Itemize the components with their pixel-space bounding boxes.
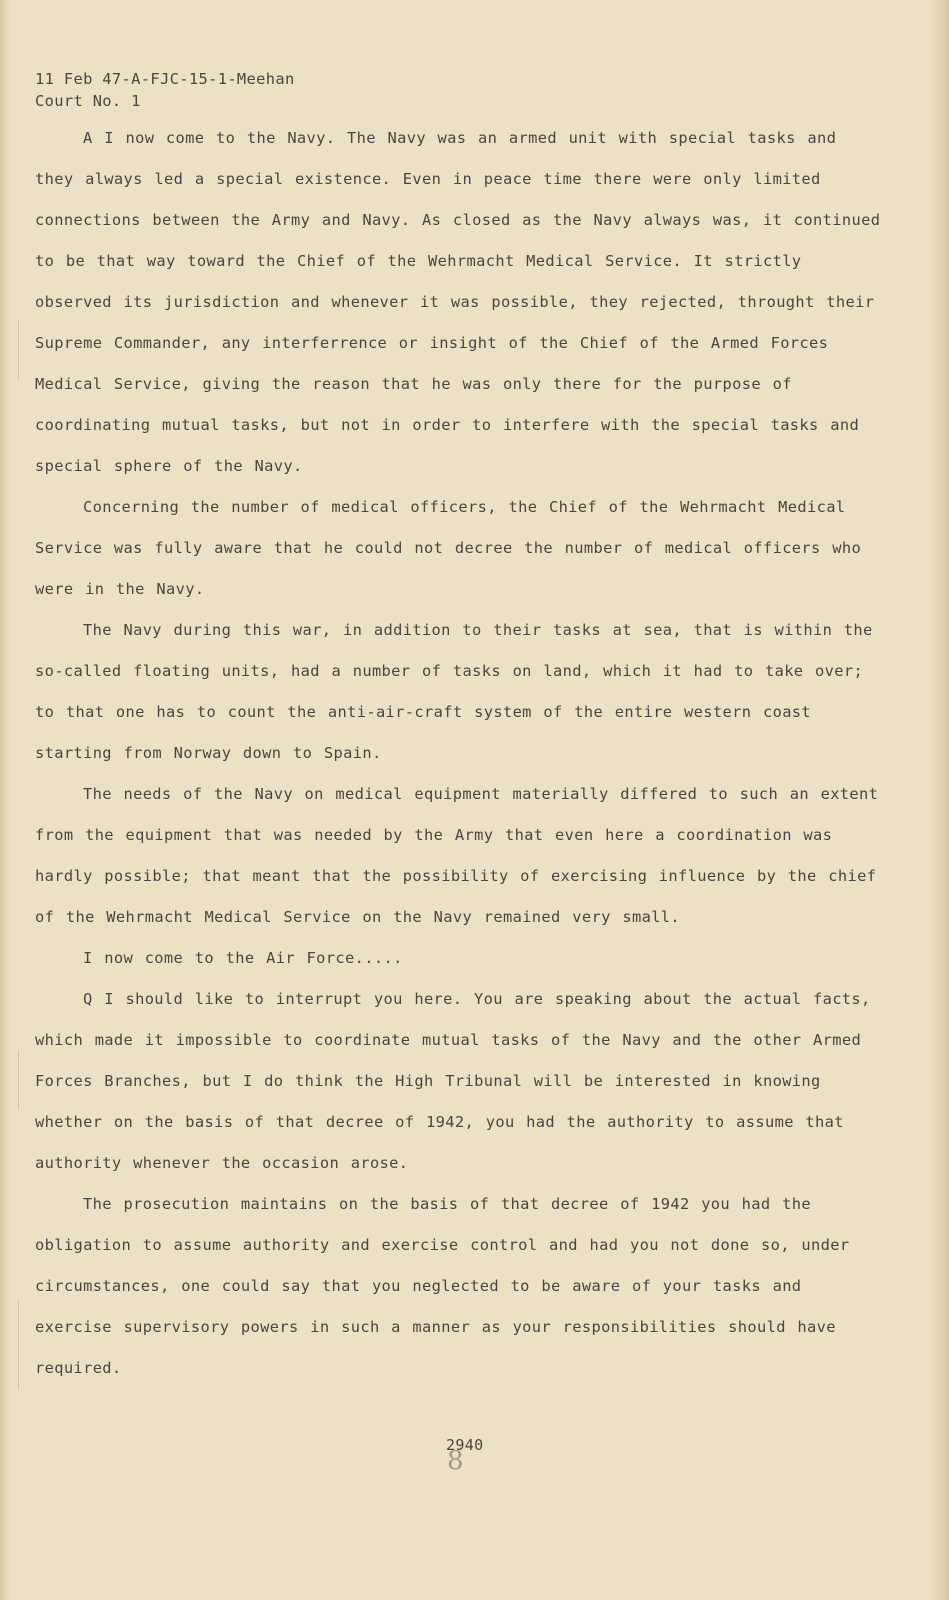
header-reference-line: 11 Feb 47-A-FJC-15-1-Meehan xyxy=(35,70,295,88)
header-court-line: Court No. 1 xyxy=(35,92,141,110)
paragraph-navy: A I now come to the Navy. The Navy was an armed unit with special tasks and they always led a special existence. Even in peace time there were only limited connections between the Army and Navy. As closed as the Navy always was, it continued to be that way toward the Chief of the Wehrmacht Medical Service. It strictly observed its jurisdiction and whenever it was possible, they rejected, throught their Supreme Commander, any interferrence or insight of the Chief of the Armed Forces Medical Service, giving the reason that he was only there for the purpose of coordinating mutual tasks, but not in order to interfere with the special tasks and special sphere of the Navy. xyxy=(35,129,881,475)
page-edge xyxy=(931,0,949,1600)
margin-mark xyxy=(18,320,19,380)
margin-mark xyxy=(18,1050,19,1110)
paragraph-navy-land-tasks: The Navy during this war, in addition to their tasks at sea, that is within the so-called floating units, had a number of tasks on land, which it had to take over; to that one has to count the anti-air-craft system of the entire western coast starting from Norway down to Spain. xyxy=(35,621,873,762)
paragraph-question: Q I should like to interrupt you here. You are speaking about the actual facts, which made it impossible to coordinate mutual tasks of the Navy and the other Armed Forces Branches, but I do think the High Tribunal will be interested in knowing whether on the basis of that decree of 1942, you had the authority to assume that authority whenever the occasion arose. xyxy=(35,990,871,1172)
page-number: 2940 xyxy=(446,1436,484,1454)
margin-mark xyxy=(18,1300,19,1390)
transcript-body xyxy=(35,118,885,1389)
handwritten-page-mark: 8 xyxy=(447,1446,464,1476)
paragraph-medical-officers: Concerning the number of medical officers, the Chief of the Wehrmacht Medical Service was fully aware that he could not decree the number of medical officers who were in the Navy. xyxy=(35,498,862,598)
page-shadow xyxy=(0,0,10,1600)
paragraph-medical-equipment: The needs of the Navy on medical equipment materially differed to such an extent from the equipment that was needed by the Army that even here a coordination was hardly possible; that meant that the possibility of exercising influence by the chief of the Wehrmacht Medical Service on the Navy remained very small. xyxy=(35,785,879,926)
document-header xyxy=(35,68,295,112)
paragraph-air-force: I now come to the Air Force..... xyxy=(83,949,403,967)
paragraph-prosecution: The prosecution maintains on the basis of that decree of 1942 you had the obligation to assume authority and exercise control and had you not done so, under circumstances, one could say that you neglected to be aware of your tasks and exercise supervisory powers in such a manner as your responsibilities should have required. xyxy=(35,1195,850,1377)
